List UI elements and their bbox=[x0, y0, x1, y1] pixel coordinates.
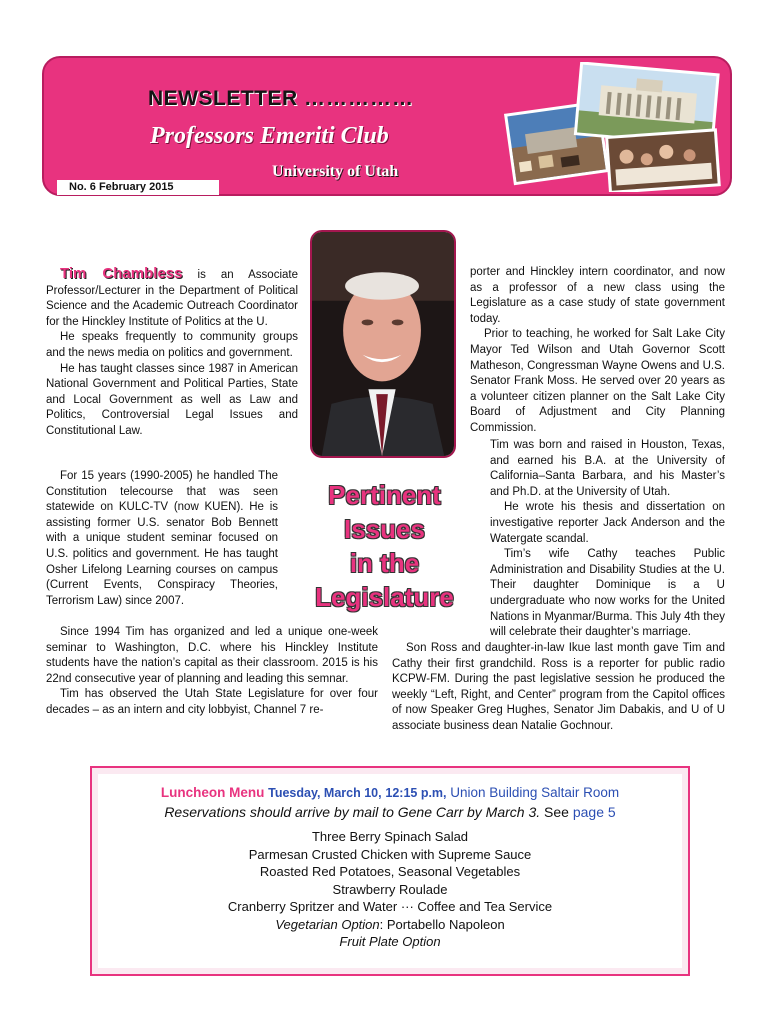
article-right-column bbox=[470, 265, 725, 437]
menu-item: Cranberry Spritzer and Water ··· Coffee and Tea Service bbox=[227, 899, 553, 914]
menu-reservation-note bbox=[90, 804, 690, 820]
article-paragraph: Son Ross and daughter-in-law Ikue last month gave Tim and Cathy their first grandchild. Ross is a reporter for public radio KCPW-FM. During the past legislative session he produced the weekly “Left, Right, and Center” program from the Capitol offices of now Speaker Greg Hughes, Senator Jim Dabakis, and U of U associate business dean Natalie Gochnour. bbox=[392, 642, 725, 732]
headline-line: Legislature bbox=[315, 582, 454, 612]
article-paragraph: Since 1994 Tim has organized and led a unique one-week seminar to Washington, D.C. where his Hinckley Institute students have the nation’s capital as their classroom. 2015 is his 22nd consecutive year of planning and leading this semnar. bbox=[46, 626, 378, 685]
title-dots: …………… bbox=[304, 87, 415, 110]
article-paragraph: Tim was born and raised in Houston, Texas, and earned his B.A. at the University of California–Santa Barbara, and his Master’s and Ph.D. at the University of Utah. bbox=[490, 439, 725, 498]
menu-item: Parmesan Crusted Chicken with Supreme Sauce bbox=[248, 846, 532, 862]
page-link[interactable]: page 5 bbox=[572, 804, 616, 820]
reservation-text: Reservations should arrive by mail to Gene Carr by March 3. bbox=[164, 804, 541, 820]
vegetarian-label: Vegetarian Option bbox=[275, 916, 380, 932]
menu-title: Luncheon Menu bbox=[160, 785, 265, 800]
article-right-column-3 bbox=[392, 641, 725, 735]
article-paragraph: He wrote his thesis and dissertation on investigative reporter Jack Anderson and the Watergate scandal. bbox=[490, 501, 725, 545]
article-left-column-3 bbox=[46, 625, 378, 719]
menu-vegetarian-item bbox=[90, 916, 690, 934]
campus-photo-collage bbox=[495, 62, 727, 192]
see-text: See bbox=[544, 804, 569, 820]
menu-item: Strawberry Roulade bbox=[332, 881, 448, 897]
luncheon-menu bbox=[90, 785, 690, 951]
article-right-column-2 bbox=[490, 438, 725, 641]
menu-items bbox=[90, 828, 690, 951]
headline-line: Issues bbox=[344, 514, 425, 544]
headline-line: in the bbox=[349, 548, 420, 578]
article-paragraph: He has taught classes since 1987 in American National Government and Political Parties, State and Local Government as well as Law and Politics, Controversial Legal Issues and Constitutional Law. bbox=[46, 362, 298, 437]
headline bbox=[302, 478, 467, 614]
article-paragraph: Tim’s wife Cathy teaches Public Administration and Disability Studies at the U. Their daughter Dominique is a U undergraduate who now works for the United Nations in Myanmar/Burma. This July 4th they will celebrate their daughter’s marriage. bbox=[490, 548, 725, 639]
vegetarian-value: : Portabello Napoleon bbox=[379, 916, 505, 932]
article-paragraph: Prior to teaching, he worked for Salt Lake City Mayor Ted Wilson and Utah Governor Scott Matheson, Congressman Wayne Owens and U.S. Senator Frank Moss. He served over 20 years as a volunteer citizen planner on the Salt Lake City Board of Adjustment and City Planning Commission. bbox=[470, 328, 725, 434]
issue-label: No. 6 February 2015 bbox=[57, 180, 219, 195]
menu-item: Three Berry Spinach Salad bbox=[311, 829, 469, 844]
menu-date: Tuesday, March 10, bbox=[268, 786, 382, 800]
portrait-photo bbox=[310, 230, 456, 458]
menu-time: 12:15 p.m, bbox=[385, 786, 447, 800]
headline-line: Pertinent bbox=[328, 480, 441, 510]
newsletter-title bbox=[148, 87, 414, 111]
menu-header bbox=[90, 785, 690, 800]
article-paragraph: He speaks frequently to community groups and the news media on politics and government. bbox=[46, 331, 298, 359]
article-paragraph: porter and Hinckley intern coordinator, and now as a professor of a new class using the Legislature as a case study of state government today. bbox=[470, 266, 725, 325]
university-title: University of Utah bbox=[272, 163, 399, 180]
article-left-column bbox=[46, 265, 298, 440]
article-paragraph: Tim has observed the Utah State Legislature for over four decades – as an intern and city lobbyist, Channel 7 re- bbox=[46, 688, 378, 716]
article-left-column-2 bbox=[46, 469, 278, 609]
article-paragraph: For 15 years (1990-2005) he handled The Constitution telecourse that was seen statewide on KULC-TV (now KUEN). He is assisting former U.S. senator Bob Bennett with a unique student seminar focused on U.S. politics and government. He has taught Osher Lifelong Learning courses on campus (Current Events, Conspiracy Theories, Terrorism Law) since 2007. bbox=[46, 470, 278, 607]
club-title: Professors Emeriti Club bbox=[150, 123, 389, 149]
newsletter-word: NEWSLETTER bbox=[148, 87, 298, 110]
article-intro: is an Associate Professor/Lecturer in the Department of Political Science and the Academic Outreach Coordinator for the Hinckley Institute of Politics at the U. bbox=[46, 269, 298, 328]
lead-name: Tim Chambless bbox=[60, 265, 183, 282]
menu-item: Roasted Red Potatoes, Seasonal Vegetables bbox=[259, 864, 521, 879]
menu-location: Union Building Saltair Room bbox=[450, 785, 620, 800]
menu-fruit-item: Fruit Plate Option bbox=[339, 934, 441, 949]
